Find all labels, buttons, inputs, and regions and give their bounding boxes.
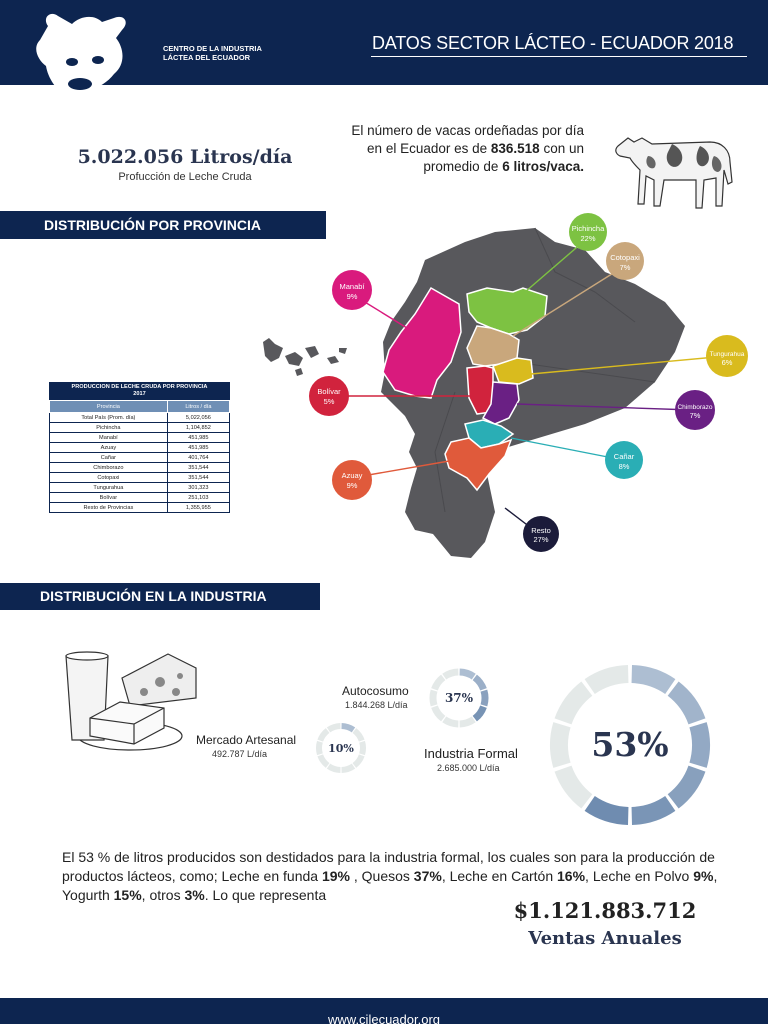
- bubble-bolivar: [309, 376, 349, 416]
- table-title-line2: 2017: [133, 391, 146, 397]
- bubble-tungurahua-pct: 6%: [721, 358, 733, 367]
- table-cell: 251,103: [167, 493, 229, 503]
- table-row: [50, 453, 230, 463]
- desc-text: . Lo que representa: [204, 887, 327, 903]
- artesanal-label: Mercado Artesanal: [196, 733, 297, 747]
- donut-segment-filled: [475, 707, 484, 719]
- bubble-canar-name: Cañar: [613, 452, 635, 461]
- production-table: [49, 382, 230, 513]
- donut-segment-empty: [590, 674, 629, 687]
- formal-pct: 53%: [591, 725, 669, 764]
- table-cell: 401,764: [167, 453, 229, 463]
- table-cell: 351,544: [167, 473, 229, 483]
- table-cell: 301,323: [167, 483, 229, 493]
- donut-segment-empty: [319, 742, 320, 755]
- donut-segment-empty: [320, 755, 327, 765]
- org-name-line2: LÁCTEA DEL ECUADOR: [163, 53, 251, 62]
- formal-donut: [547, 662, 713, 828]
- artesanal-pct: 10%: [328, 742, 354, 755]
- desc-highlight: 3%: [184, 887, 205, 903]
- donut-segment-filled: [632, 803, 671, 816]
- desc-text: , Leche en Cartón: [441, 868, 558, 884]
- page-title: DATOS SECTOR LÁCTEO - ECUADOR 2018: [372, 33, 734, 53]
- sales-value: $1.121.883.712: [513, 898, 697, 923]
- table-row: [50, 433, 230, 443]
- donut-segment-filled: [342, 726, 354, 730]
- desc-text: , Leche en Polvo: [585, 868, 694, 884]
- table-row: [50, 423, 230, 433]
- table-row: [50, 413, 230, 423]
- table-row: [50, 483, 230, 493]
- production-label: Profucción de Leche Cruda: [118, 171, 252, 183]
- bubble-chimborazo: [675, 390, 715, 430]
- donut-segment-filled: [673, 689, 697, 722]
- bubble-pichincha-name: Pichincha: [571, 224, 605, 233]
- table-cell: Total País (Prom. día): [50, 413, 168, 423]
- table-cell: 451,985: [167, 443, 229, 453]
- donut-segment-filled: [698, 725, 701, 766]
- donut-segment-empty: [434, 707, 443, 719]
- cows-line1: El número de vacas ordeñadas por día: [351, 123, 584, 138]
- cows-count: 836.518: [490, 141, 540, 156]
- section-title-industria: DISTRIBUCIÓN EN LA INDUSTRIA: [0, 583, 320, 610]
- bubble-azuay: [332, 460, 372, 500]
- bubble-bolivar-name: Bolívar: [317, 387, 341, 396]
- donut-segment-filled: [475, 677, 484, 689]
- donut-segment-empty: [559, 725, 562, 766]
- desc-text: El 53 % de litros producidos son destidados para la industria formal, los cuales son para la producción de productos lácteos, como; Leche en funda: [62, 849, 715, 884]
- table-header-provincia: Provincia: [50, 401, 168, 413]
- donut-segment-empty: [354, 755, 361, 765]
- bubble-bolivar-pct: 5%: [323, 397, 335, 406]
- formal-value: 2.685.000 L/día: [437, 763, 500, 773]
- bubble-pichincha-pct: 22%: [580, 234, 596, 243]
- desc-highlight: 9%: [693, 868, 714, 884]
- sales-label: Ventas Anuales: [528, 928, 682, 949]
- desc-text: , Quesos: [349, 868, 414, 884]
- bubble-cotopaxi-pct: 7%: [619, 263, 631, 272]
- autoconsumo-donut: [428, 667, 490, 729]
- table-cell: Tungurahua: [50, 483, 168, 493]
- bubble-cotopaxi: [606, 242, 644, 280]
- desc-highlight: 19%: [321, 868, 350, 884]
- donut-segment-empty: [563, 769, 587, 802]
- org-name: [163, 44, 283, 62]
- org-name-line1: CENTRO DE LA INDUSTRIA: [163, 44, 262, 53]
- bubble-resto: [523, 516, 559, 552]
- autoconsumo-label: Autocosumo: [342, 684, 409, 698]
- table-cell: Cotopaxi: [50, 473, 168, 483]
- donut-segment-empty: [563, 689, 587, 722]
- table-row: [50, 493, 230, 503]
- table-cell: 1,104,852: [167, 423, 229, 433]
- bubble-azuay-pct: 9%: [346, 481, 358, 490]
- desc-text: , otros: [141, 887, 185, 903]
- donut-segment-empty: [444, 719, 458, 724]
- bubble-manabi-name: Manabí: [339, 282, 365, 291]
- milk-and-cheese-icon: [60, 648, 200, 754]
- section-title-provincia: DISTRIBUCIÓN POR PROVINCIA: [0, 211, 326, 239]
- table-header-litros: Litros / día: [167, 401, 229, 413]
- table-title: [49, 382, 230, 400]
- table-row: [50, 473, 230, 483]
- bubble-resto-name: Resto: [531, 526, 551, 535]
- industry-description: [62, 848, 752, 905]
- donut-segment-empty: [329, 726, 341, 730]
- table-cell: 451,985: [167, 433, 229, 443]
- donut-segment-empty: [342, 766, 354, 770]
- bubble-manabi-pct: 9%: [346, 292, 358, 301]
- desc-highlight: 15%: [113, 887, 142, 903]
- cows-line2-post: con un: [539, 141, 584, 156]
- table-cell: Manabí: [50, 433, 168, 443]
- donut-segment-empty: [329, 766, 341, 770]
- donut-segment-filled: [484, 691, 485, 706]
- production-value: 5.022.056 Litros/día: [77, 146, 293, 168]
- bubble-manabi: [332, 270, 372, 310]
- desc-highlight: 37%: [413, 868, 442, 884]
- bubble-resto-pct: 27%: [533, 535, 549, 544]
- bubble-canar: [605, 441, 643, 479]
- footer-link[interactable]: www.cilecuador.org: [328, 1012, 440, 1027]
- bubble-chimborazo-name: Chimborazo: [677, 404, 713, 411]
- artesanal-value: 492.787 L/día: [212, 749, 268, 759]
- formal-label: Industria Formal: [424, 746, 518, 761]
- donut-segment-filled: [673, 769, 697, 802]
- autoconsumo-value: 1.844.268 L/día: [345, 700, 408, 710]
- table-cell: Azuay: [50, 443, 168, 453]
- cow-head-logo-icon: [28, 8, 146, 120]
- table-row: [50, 463, 230, 473]
- donut-segment-empty: [354, 731, 361, 741]
- cows-statement: [320, 122, 584, 176]
- donut-segment-empty: [433, 691, 434, 706]
- artesanal-donut: [314, 721, 368, 775]
- bubble-pichincha: [569, 213, 607, 251]
- desc-text: , Yogurth: [62, 868, 718, 903]
- table-cell: Pichincha: [50, 423, 168, 433]
- galapagos-islands: [263, 338, 347, 376]
- bubble-chimborazo-pct: 7%: [689, 411, 701, 420]
- cows-line3-pre: promedio de: [423, 159, 503, 174]
- donut-segment-filled: [460, 672, 474, 677]
- cows-line2-pre: en el Ecuador es de: [367, 141, 491, 156]
- donut-segment-empty: [362, 742, 363, 755]
- cows-average: 6 litros/vaca.: [502, 159, 584, 174]
- donut-segment-empty: [434, 677, 443, 689]
- table-cell: Bolívar: [50, 493, 168, 503]
- bubble-canar-pct: 8%: [618, 462, 630, 471]
- donut-segment-empty: [320, 731, 327, 741]
- ecuador-map: [255, 212, 768, 572]
- table-cell: Resto de Provincias: [50, 503, 168, 513]
- donut-segment-empty: [444, 672, 458, 677]
- donut-segment-empty: [460, 719, 474, 724]
- autoconsumo-pct: 37%: [444, 691, 474, 705]
- table-cell: Cañar: [50, 453, 168, 463]
- table-title-line1: PRODUCCION DE LECHE CRUDA POR PROVINCIA: [71, 384, 208, 390]
- donut-segment-filled: [590, 803, 629, 816]
- bubble-azuay-name: Azuay: [341, 471, 363, 480]
- table-row: [50, 503, 230, 513]
- bubble-tungurahua: [706, 335, 748, 377]
- table-cell: 351,544: [167, 463, 229, 473]
- table-cell: Chimborazo: [50, 463, 168, 473]
- table-cell: 5,022,056: [167, 413, 229, 423]
- table-row: [50, 443, 230, 453]
- table-cell: 1,355,955: [167, 503, 229, 513]
- cow-icon: [612, 126, 738, 212]
- bubble-tungurahua-name: Tungurahua: [709, 351, 745, 358]
- bubble-cotopaxi-name: Cotopaxi: [610, 253, 640, 262]
- donut-segment-filled: [632, 674, 671, 687]
- table-grid: [49, 400, 230, 513]
- desc-highlight: 16%: [557, 868, 586, 884]
- title-divider: [371, 56, 747, 57]
